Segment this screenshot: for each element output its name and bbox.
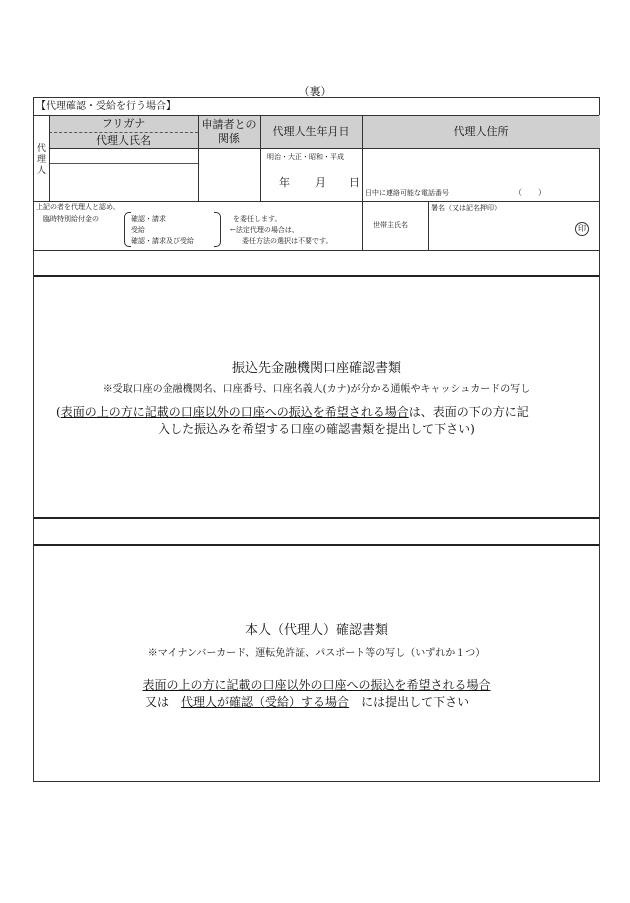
month-label: 月 bbox=[315, 176, 326, 189]
bank-docs-note: ※受取口座の金融機関名、口座番号、口座名義人(カナ)が分かる通帳やキャッシュカードの写し bbox=[102, 384, 531, 395]
section-title: 【代理確認・受給を行う場合】 bbox=[36, 101, 176, 112]
era-options: 明治・大正・昭和・平成 bbox=[267, 153, 344, 161]
seal-mark: 印 bbox=[575, 222, 589, 236]
bank-docs-instruction-1: (表面の上の方に記載の口座以外の口座への振込を希望される場合は、表面の下の方に記 bbox=[56, 405, 529, 419]
phone-label: 日中に連絡可能な電話番号 bbox=[365, 189, 449, 197]
day-label: 日 bbox=[349, 176, 360, 189]
delegation-line1: 上記の者を代理人と認め、 bbox=[36, 203, 120, 211]
entrust-text: を委任します。 bbox=[233, 215, 282, 223]
page-side-label: （裏） bbox=[298, 85, 332, 98]
option-receive: 受給 bbox=[131, 226, 145, 234]
year-label: 年 bbox=[279, 176, 290, 189]
address-label: 代理人住所 bbox=[453, 125, 509, 138]
bank-docs-title: 振込先金融機関口座確認書類 bbox=[231, 361, 401, 376]
form-frame bbox=[33, 97, 600, 782]
id-docs-condition-1: 表面の上の方に記載の口座以外の口座への振込を希望される場合 bbox=[142, 678, 491, 692]
legal-proxy-note-2: 委任方法の選択は不要です。 bbox=[242, 237, 333, 245]
benefit-label: 臨時特別給付金の bbox=[43, 215, 99, 223]
id-docs-title: 本人（代理人）確認書類 bbox=[244, 623, 388, 638]
birth-label: 代理人生年月日 bbox=[272, 125, 350, 138]
id-docs-note: ※マイナンバーカード、運転免許証、パスポート等の写し（いずれか１つ） bbox=[147, 648, 486, 659]
phone-paren: （ ） bbox=[514, 188, 546, 197]
relation-label-1: 申請者との bbox=[201, 118, 257, 131]
legal-proxy-note-1: ←法定代理の場合は、 bbox=[230, 226, 299, 234]
option-confirm-request: 確認・請求 bbox=[131, 215, 166, 223]
option-both: 確認・請求及び受給 bbox=[131, 237, 194, 245]
householder-label: 世帯主氏名 bbox=[373, 221, 408, 229]
signature-label: 署名（又は記名押印） bbox=[431, 204, 501, 212]
id-docs-condition-2: 又は 代理人が確認（受給）する場合 には提出して下さい bbox=[145, 695, 470, 709]
proxy-side-label: 代理人 bbox=[37, 144, 47, 176]
bank-docs-instruction-2: 入した振込みを希望する口座の確認書類を提出して下さい) bbox=[158, 422, 475, 436]
relation-label-2: 関係 bbox=[218, 132, 240, 145]
proxy-name-label: 代理人氏名 bbox=[96, 134, 151, 147]
furigana-label: フリガナ bbox=[101, 117, 146, 130]
